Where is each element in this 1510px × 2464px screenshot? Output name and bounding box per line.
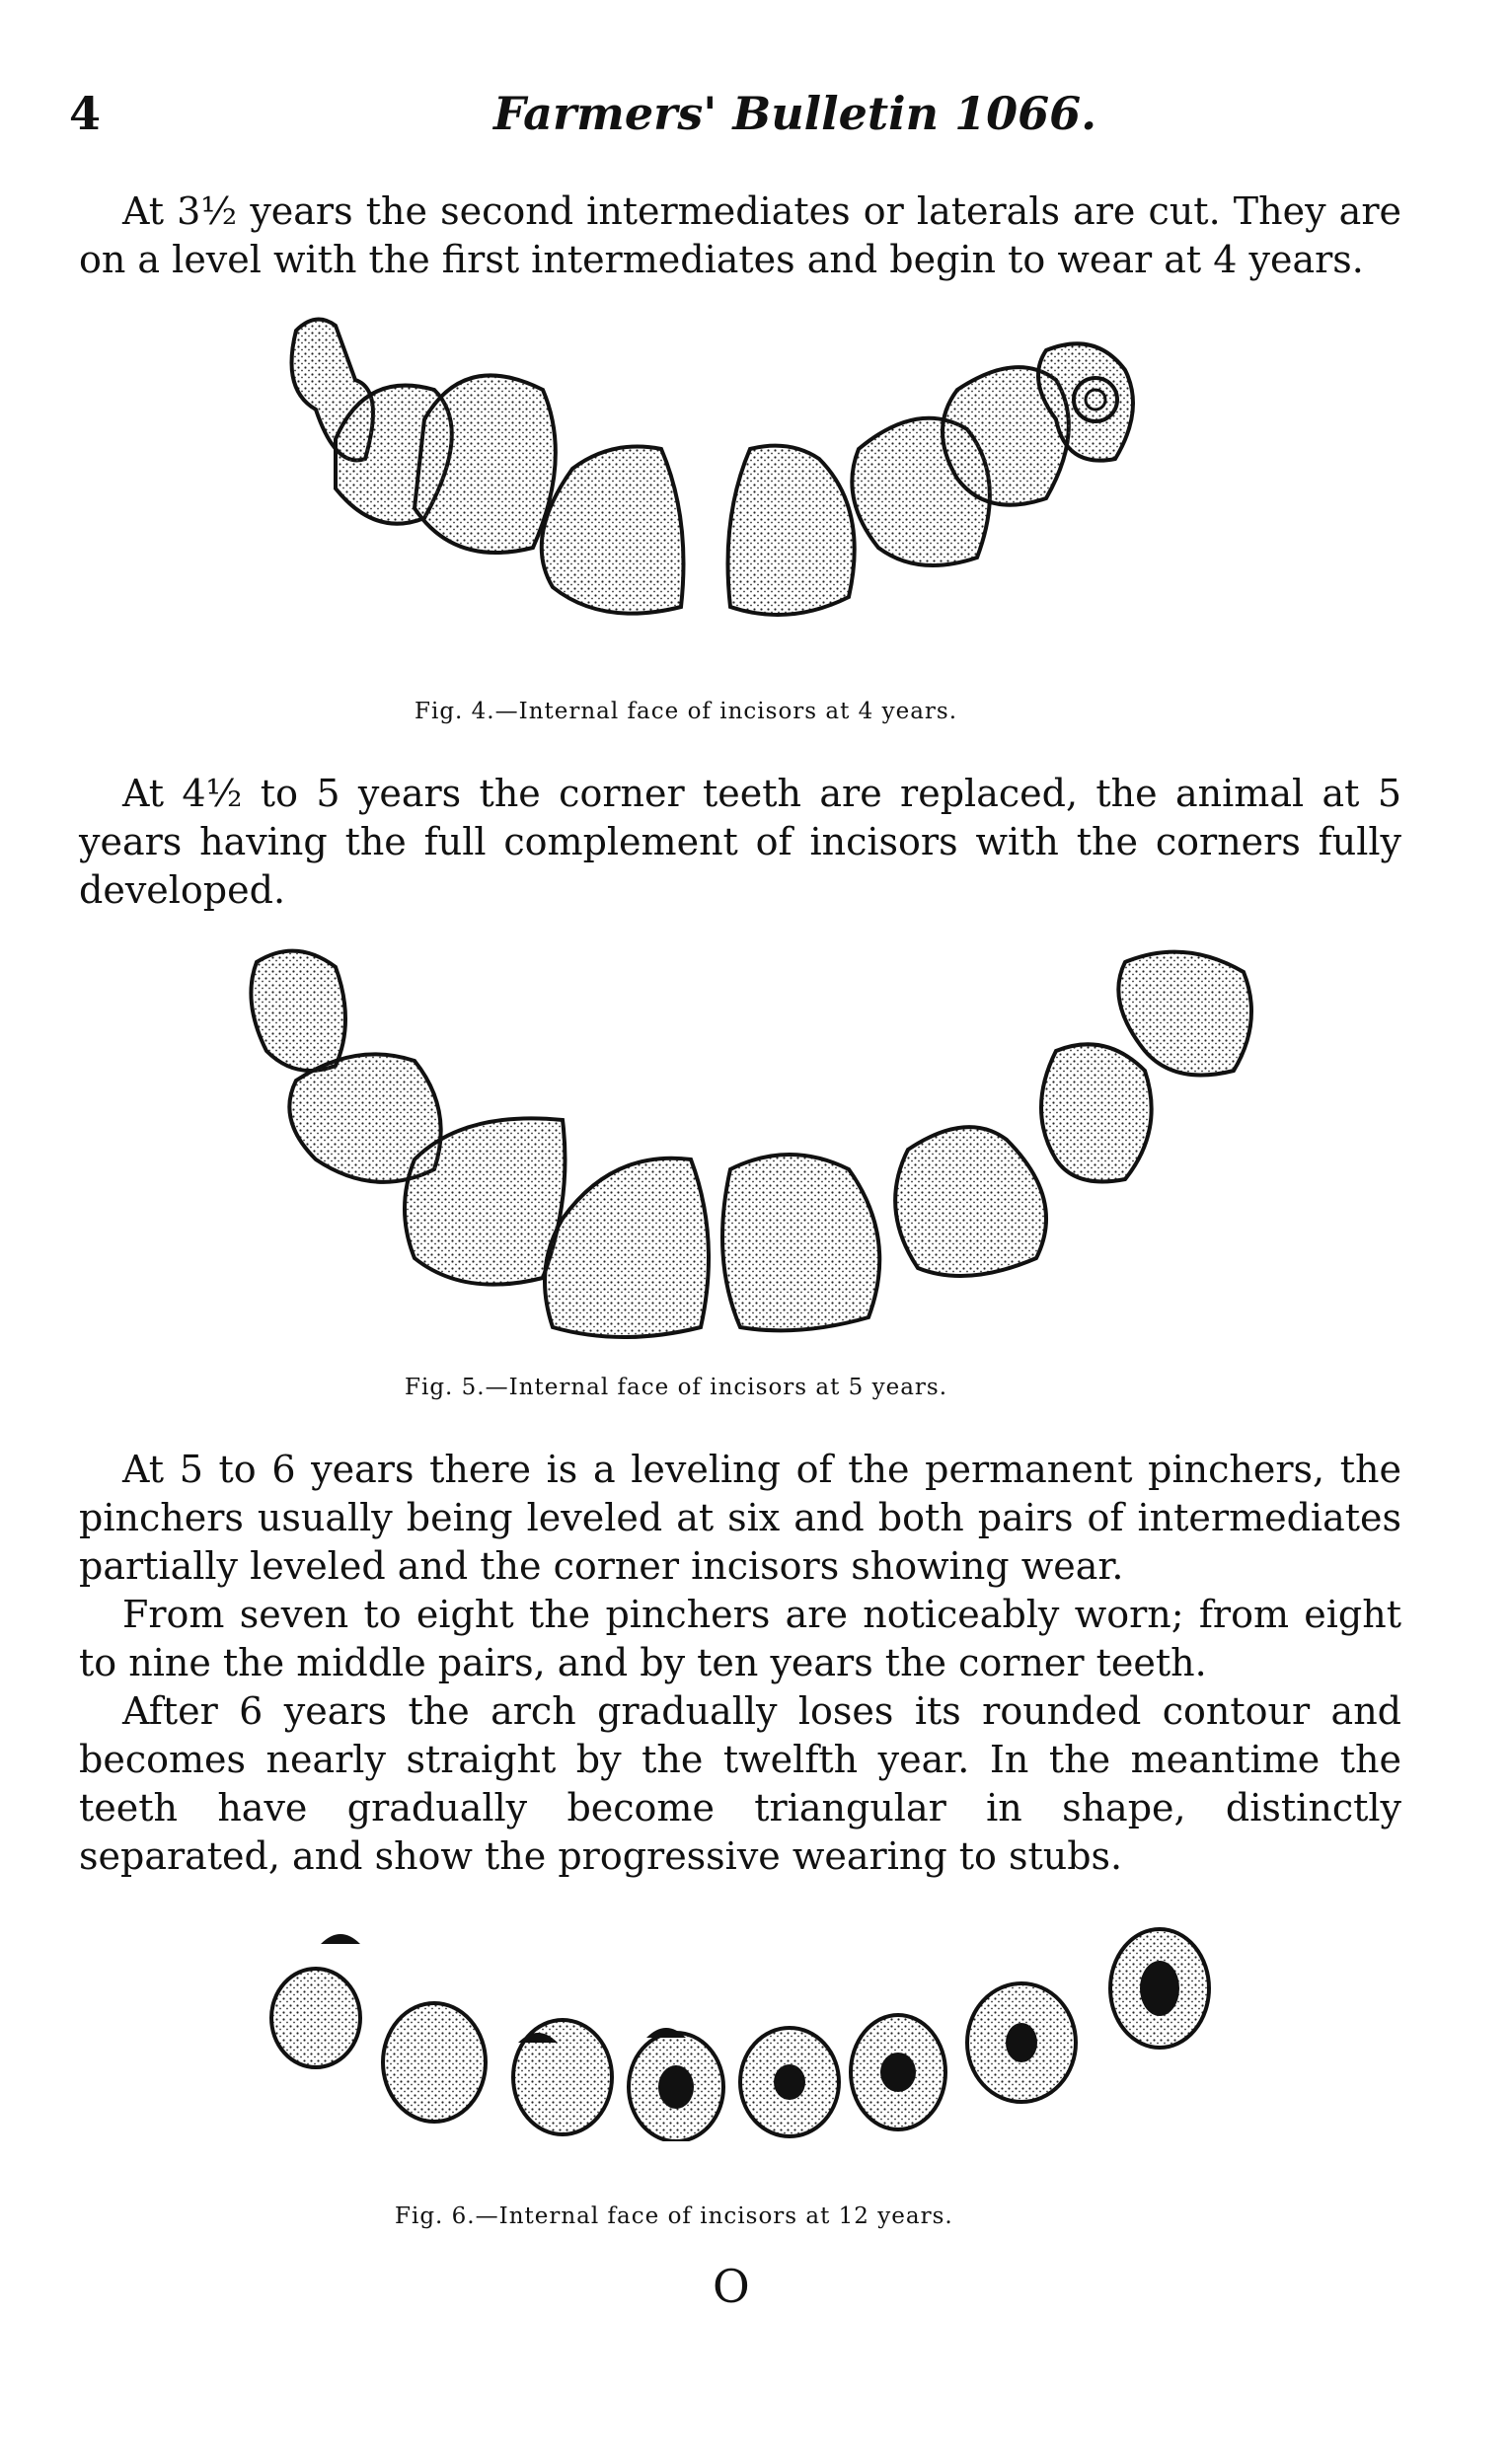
figure-4: [276, 311, 1224, 676]
paragraph-1: At 3½ years the second intermediates or laterals are cut. They are on a level with the first intermediates and begin to wear at 4 years.: [79, 189, 1401, 281]
paragraph-3: At 5 to 6 years there is a leveling of the permanent pinchers, the pinchers usually being leveled at six and both pairs of intermediates partially leveled and the corner incisors showing wear.: [79, 1448, 1401, 1588]
running-title: Farmers' Bulletin 1066.: [493, 87, 1097, 140]
page-number: 4: [69, 87, 102, 140]
fig4-caption: Fig. 4.—Internal face of incisors at 4 years.: [415, 699, 958, 724]
fig6-teeth-drawing: [262, 1914, 1248, 2141]
paragraph-5: After 6 years the arch gradually loses its rounded contour and becomes nearly straight by the twelfth year. In the meantime the teeth have gradually become triangular in shape, distinctly separated, and show the progressive wearing to stubs.: [79, 1689, 1401, 1878]
fig5-teeth-drawing: [237, 942, 1283, 1357]
end-mark: O: [713, 2260, 750, 2313]
figure-6: [262, 1914, 1248, 2141]
figure-5: [237, 942, 1283, 1357]
fig5-caption: Fig. 5.—Internal face of incisors at 5 years.: [405, 1375, 948, 1400]
fig4-teeth-drawing: [276, 311, 1224, 676]
fig6-caption: Fig. 6.—Internal face of incisors at 12 years.: [395, 2203, 953, 2229]
paragraph-2: At 4½ to 5 years the corner teeth are replaced, the animal at 5 years having the full complement of incisors with the corners fully developed.: [79, 772, 1401, 912]
paragraph-4: From seven to eight the pinchers are noticeably worn; from eight to nine the middle pairs, and by ten years the corner teeth.: [79, 1593, 1401, 1684]
